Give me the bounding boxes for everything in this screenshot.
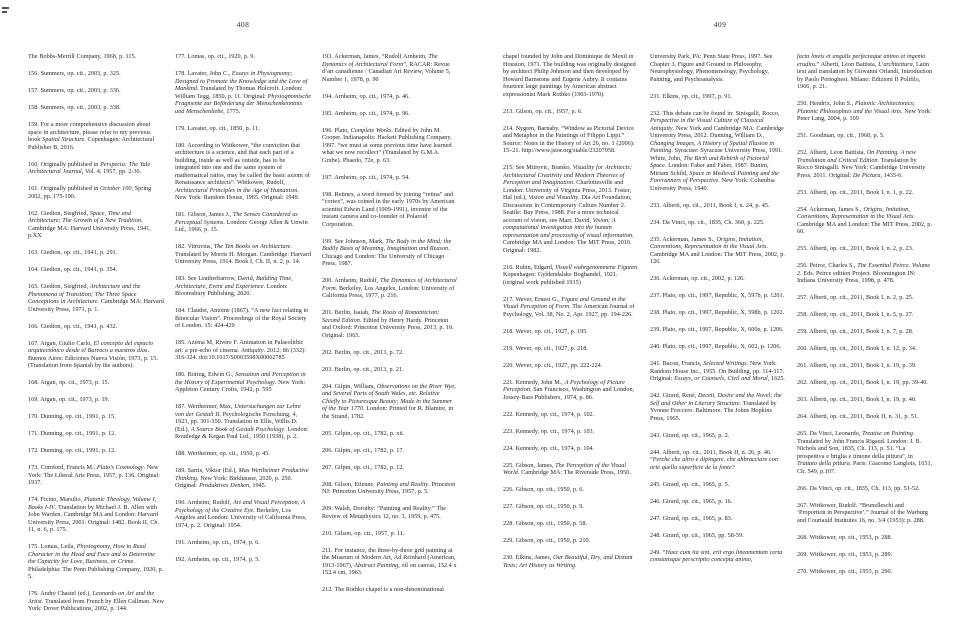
note-entry: 216. Rubin, Edgard, Visuell wahrgenommene Figuren. Kopenhagen: Gyldendalske Boghandel, 1921. (original work published 1915) xyxy=(503,263,639,286)
note-entry: 247. Girard, op. cit., 1965, p. 83. xyxy=(650,514,733,522)
note-entry: 159. For a more comprehensive discussion about space in architecture, please refer to my previous book Spatial Structure. Copenhagen: Architectural Publisher B, 2016. xyxy=(28,121,155,151)
note-entry: 197. Arnheim, op. cit., 1974, p. 54. xyxy=(322,173,410,181)
notes-column xyxy=(650,53,786,621)
note-entry: 217. Wever, Ernest G., Figure and Ground in the Visual Perception of Form. The American Journal of Psychology, Vol. 38, No. 2, Apr. 1927, pp. 194-226. xyxy=(503,295,635,318)
note-entry: 193. Ackerman, James, “Rudolf Arnheim, The Dynamics of Architectural Form”, RACAR: Revue d’art canadienne / Canadian Art Review, Volume 5, Number 1, 1978, p. 90 xyxy=(322,53,451,83)
note-entry: 230. Elkins, James, Our Beautiful, Dry, and Distant Texts; Art History as Writing. xyxy=(503,554,633,569)
note-entry: 219. Wever, op. cit., 1927, p. 218. xyxy=(503,344,588,352)
note-entry: 255. Alberti, op. cit., 2011, Book I, n. 2, p. 23. xyxy=(797,245,914,252)
note-entry: 266. Da Vinci, op. cit., 1835, Ch. 113, pp. 51-52. xyxy=(797,484,920,492)
note-entry: 242. Girard, René, Deceit, Desire and the Novel; the Self and Other in Literary Structure. Translated by Yvonne Freccero. Baltimore: The Johns Hopkins Press, 1965. xyxy=(650,392,782,422)
note-entry: chapel founded by John and Dominique de Menil in Houston, 1971. The building was originally designed by architect Philip Johnson and then developed by Howard Barnstone and Eugene Aubry. It contains fourteen large paintings by American abstract expressionist Mark Rothko (1903-1970). xyxy=(503,53,636,98)
note-entry: 186. Boring, Edwin G., Sensation and Perception in the History of Experimental Psychology. New York: Appleton Century Crofts, 1942, p. 595 xyxy=(175,371,306,393)
note-entry: 246. Girard, op. cit., 1965, p. 16. xyxy=(650,497,733,505)
note-entry: 212. The Rothko chapel is a non-denominational xyxy=(322,586,444,593)
note-entry: 223. Kennedy, op. cit., 1974, p. 103. xyxy=(503,427,595,435)
note-entry: 185. Azéma M, Rivère F. Animation in Palaeolithic art: a pre-echo of cinema. Antiquity. 2012; 86 (332): 316-324. doi:10.1017/S0003598X00062785 xyxy=(175,339,306,361)
note-entry: 170. Dunning, op. cit., 1991, p. 15. xyxy=(28,413,116,420)
note-entry: 224. Kennedy, op. cit., 1974, p. 104. xyxy=(503,444,595,452)
note-entry: 180. According to Wittkower, “the conviction that architecture is a science, and that each part of a building, inside as well as outside, has to be integrated into one and the same system of mathematical ratios, may be called the basic axiom of Renaissance architects”. Wittkower, Rudolf, Architectural Principles in the Age of Humanism. New York: Random House, 1965. Original: 1949. xyxy=(175,141,310,201)
note-entry: 203. Berlin, op. cit., 2013, p. 21. xyxy=(322,365,404,373)
note-entry: 265. Da Vinci, Leonardo, Treatise on Painting. Translated by John Francis Rigaud. London: J. B. Nichols and Son, 1835, Ch. 113, p. 51. “La prospettiva e briglia e timone della pittura”, in Trattato della pittura. Paris: Giacomo Langlois, 1651, Ch. 549, p.107. xyxy=(797,430,933,475)
note-entry: 191. Arnheim, op. cit., 1974, p. 6. xyxy=(175,538,260,546)
note-entry: 175. Lomas, Leila, Physiognomy, How to Read Character in the Head and Face and to Determine the Capacity for Love, Business, or Crime. Philadelphia: The Penn Publishing Company, 1920, p. 5. xyxy=(28,543,164,580)
note-entry: 251. Goodman, op. cit., 1968, p. 5. xyxy=(797,132,885,139)
note-entry: 204. Gilpin, William, Observations on the River Wye, and Several Parts of South Wales, etc. Relative Chiefly to Picturesque Beauty; Made in the Summer of the Year 1770. London: Printed for R. Blamire, in the Strand, 1782. xyxy=(322,382,456,420)
note-entry: 209. Walsh, Dorothy: “Painting and Reality.” The Review of Metaphysics 12, no. 3, 1959, p. 475. xyxy=(322,505,446,520)
note-entry: 173. Cornford, Francis M., Plato’s Cosmology. New York: The Liberal Arts Press, 1957, p. 136. Original: 1937. xyxy=(28,464,160,486)
notes-columns xyxy=(503,53,937,621)
print-registration-mark xyxy=(2,11,7,13)
notes-column xyxy=(322,53,458,621)
note-entry: 199. See Johnson, Mark, The Body in the Mind; the Bodily Basis of Meaning, Imagination and Reason. Chicago and London: The University of Chicago Press, 1987. xyxy=(322,237,452,267)
note-entry: 171. Dunning, op. cit., 1991, p. 12. xyxy=(28,430,116,437)
note-entry: 262. Alberti, op. cit., 2011, Book I, n. 19, pp. 39-40. xyxy=(797,379,928,386)
note-entry: 240. Plato, op. cit., 1997, Republic, X, 602, p. 1206. xyxy=(650,343,782,350)
book-page-right xyxy=(503,20,937,621)
note-entry: 233. Alberti, op. cit., 2011, Book I, n. 24, p. 45. xyxy=(650,201,770,209)
note-entry: 179. Lavater, op. cit., 1850, p. 11. xyxy=(175,124,260,132)
note-entry: 156. Summers, op. cit., 2003, p. 325. xyxy=(28,70,121,77)
note-entry: 214. Nygren, Barnaby. “Window as Pictorial Device and Metaphor in the Paintings of Filippo Lippi.” Source: Notes in the History of Art 26, no. 1 (2006): 15–21. http://www.jstor.org/stable/23207958. xyxy=(503,124,635,154)
note-entry: 162. Giedion, Siegfried, Space, Time and Architecture; The Growth of a New Tradition. Cambridge MA: Harvard University Press, 1941, p.XX xyxy=(28,209,151,239)
note-entry: 256. Peirce, Charles S., The Essential Peirce. Volume 2. Eds. Peirce edition Project. Bloomington IN: Indiana University Press, 1998, p. 478. xyxy=(797,262,931,284)
note-entry: 263. Alberti, op. cit., 2011, Book I, n. 19, p. 40. xyxy=(797,396,917,403)
note-entry: 188. Wertheimer, op. cit., 1950, p. 45. xyxy=(175,450,270,457)
note-entry: 237. Plato, op. cit., 1997, Republic, X, 597b, p. 1201. xyxy=(650,292,785,299)
note-entry: 174. Ficino, Marsilio, Platonic Theology, Volume I, Books I-IV. Translation by Michael J. B. Allen with John Warden. Cambridge MA and London: Harvard University Press, 2001. Original: 1482. Book II, Ch. 11, n. 6, p. 175. xyxy=(28,496,159,533)
note-entry: 231. Elkins, op. cit., 1997, p. 91. xyxy=(650,92,732,100)
note-entry: The Bobbs-Merrill Company, 1968, p. 115. xyxy=(28,53,137,60)
note-entry: 160. Originally published in Perspecta: The Yale Architectural Journal, Vol. 4, 1957, pp. 2-30. xyxy=(28,160,151,175)
note-entry: 205. Gilpin, op. cit., 1782, p. xii. xyxy=(322,429,405,437)
note-entry: 229. Gibson, op. cit., 1950, p. 210. xyxy=(503,537,591,544)
note-entry: 236. Ackerman, op. cit., 2002, p. 126. xyxy=(650,275,745,282)
note-entry: 260. Alberti, op. cit., 2011, Book I, n. 12, p. 34. xyxy=(797,345,917,352)
notes-column xyxy=(28,53,164,621)
note-entry: 208. Gilson, Etienne, Painting and Reality. Princeton NJ: Princeton University Press, 1957, p. 5. xyxy=(322,480,456,495)
note-entry: 164. Giedion, op. cit., 1941, p. 354. xyxy=(28,266,118,273)
note-entry: 178. Lavater, John C., Essays in Physiognomy; Designed to Promote the Knowledge and the Love of Mankind. Translated by Thomas Holcroft. London: William Tegg, 1850, p. 11. Original: Physiognomische Fragmente zur Beförderung der Menschenkenntnis und Menschenliebe, 1775. xyxy=(175,70,311,115)
note-entry: 189. Sarris, Viktor (Ed.), Max Wertheimer Productive Thinking. New York: Birkhäuser, 2020, p. 250. Original: Produktives Denken, 1945. xyxy=(175,467,309,489)
notes-column xyxy=(175,53,311,621)
note-entry: 165. Giedion, Siegfried, Architecture and the Phenomena of Transition; The Three Space Conceptions in Architecture. Cambridge MA: Harvard University Press, 1971, p. 1. xyxy=(28,283,164,313)
note-entry: 190. Arnheim, Rudolf, Art and Visual Perception; A Psychology of the Creative Eye. Berkeley, Los Angeles and London: University of California Press, 1974, p. 2. Original: 1954. xyxy=(175,499,307,529)
note-entry: 183. See Leatherbarrow, David, Building Time, Architecture, Event and Experience. London: Bloomsbury Publishing, 2020. xyxy=(175,275,293,297)
note-entry: 239. Plato, op. cit., 1997, Republic, X, 600e, p. 1206. xyxy=(650,326,784,333)
page-number: 408 xyxy=(236,20,250,29)
note-entry: 228. Gibson, op. cit., 1950, p. 58. xyxy=(503,520,588,527)
note-entry: 227. Gibson, op. cit., 1950, p. 9. xyxy=(503,503,584,510)
note-entry: 259. Alberti, op. cit., 2011, Book I, n. 7, p. 28. xyxy=(797,328,914,335)
note-entry: 158. Summers, op. cit., 2003, p. 338. xyxy=(28,104,121,111)
note-entry: 257. Alberti, op. cit., 2011, Book I, n. 2, p. 25. xyxy=(797,294,914,301)
note-entry: 225. Gibson, James, The Perception of the Visual World. Cambridge MA: The Riverside Press, 1950. xyxy=(503,461,631,476)
note-entry: 210. Gilson, op. cit., 1957, p. 11. xyxy=(322,529,405,537)
note-entry: 201. Berlin, Isaiah, The Roots of Romanticism; Second Edition. Edited by Henry Hardy. Princeton and Oxford: Princeton University Press, 2013, p. 10. Original: 1965. xyxy=(322,309,454,339)
note-entry: 252. Alberti, Leon Battista, On Painting. A new Translation and Critical Edition. Translation by Rocco Sinisgalli. New York: Cambridge University Press, 2011. Original: De Pictura, 1435-6. xyxy=(797,149,926,179)
note-entry: 218. Wever, op. cit., 1927, p. 195. xyxy=(503,327,588,335)
note-entry: 220. Wever, op. cit., 1927, pp. 222-224. xyxy=(503,361,603,369)
note-entry: 250. Hendrix, John S., Platonic Architectonics; Platonic Philosophies and the Visual Arts. New York: Peter Lang, 2004, p. 109 xyxy=(797,100,932,122)
note-entry: 253. Alberti, op. cit., 2011, Book I, n. 1, p. 22. xyxy=(797,188,914,196)
note-entry: 182. Vitruvius, The Ten Books on Architecture. Translated by Morris H. Morgan. Cambridge: Harvard University Press, 1914. Book I, Ch. II, n. 2, p. 14. xyxy=(175,243,311,265)
note-entry: 213. Gilson, op. cit., 1957, p. 6. xyxy=(503,107,583,115)
note-entry: 258. Alberti, op. cit., 2011, Book I, n. 5, p. 27. xyxy=(797,311,914,318)
note-entry: 268. Wittkower, op. cit., 1953, p. 288. xyxy=(797,533,893,541)
note-entry: 241. Bacon, Francis, Selected Writings. New York: Random House Inc., 1955. On Building, pp. 114-117. Original: Essays, or Counsels, Civil and Moral, 1625. xyxy=(650,360,785,382)
note-entry: University Park, PA: Penn State Press, 1997. See Chapter 3, Figure and Ground in Philosophy, Neurophysiology, Phenomenology, Psychology, Painting, and Psychoanalysis. xyxy=(650,53,773,83)
note-entry: 248. Girard, op. cit., 1965, pp. 58-59. xyxy=(650,531,744,539)
note-entry: 202. Berlin, op. cit., 2013, p. 72. xyxy=(322,348,404,356)
print-registration-mark xyxy=(2,7,9,9)
note-entry: 226. Gibson, op. cit., 1950, p. 6. xyxy=(503,486,584,493)
notes-column xyxy=(797,53,933,621)
note-entry: 181. Gibson, James J., The Senses Considered as Perceptual Systems. London: George Allen & Unwin Ltd., 1966, p. 15. xyxy=(175,211,308,233)
note-entry: 244. Alberti, op. cit., 2011, Book II, n. 26, p. 46. “Perche che altro e dipingere, che abbracciare con arte quella superficie de la fonte? xyxy=(650,448,778,471)
note-entry: 168. Argan, op. cit., 1973, p. 15. xyxy=(28,379,110,386)
note-entry: 200. Arnheim, Rudolf, The Dynamics of Architectural Form. Berkeley, Los Angeles, London: University of California Press, 1977, p. 216. xyxy=(322,277,457,299)
note-entry: 238. Plato, op. cit., 1997, Republic, X, 598b, p. 1202. xyxy=(650,309,785,316)
note-entry: 187. Wertheimer, Max, Untersuchungen zur Lehre von der Gestalt II. Psychologische Forschung, 4, 1923, pp. 301-350. Translation in Ellis, Willis D. (Ed.), A Source Book of Gestalt Psychology. London: Routledge & Kegan Paul Ltd., 1950 (1938), p. 2. xyxy=(175,403,309,440)
note-entry: 270. Wittkower, op. cit., 1953, p. 290. xyxy=(797,567,893,575)
note-entry: 192. Arnheim, op. cit., 1974, p. 5. xyxy=(175,555,260,563)
note-entry: 169. Argan, op. cit., 1973, p. 19. xyxy=(28,396,110,403)
note-entry: 267. Wittkower, Rudolf. “Brunelleschi and ‘Proportion in Perspective’.” Journal of the Warburg and Courtauld Institutes 16, no. 3/4 (1953): p. 288. xyxy=(797,501,928,524)
note-entry: 163. Giedion, op. cit., 1941, p. 291. xyxy=(28,249,118,256)
note-entry: 269. Wittkower, op. cit., 1953, p. 289. xyxy=(797,550,893,558)
note-entry: 221. Kennedy, John M., A Psychology of Picture Perception. San Francisco, Washington and London, Jossey-Bass Publishers, 1974, p. 86. xyxy=(503,378,635,401)
note-entry: 249. “Haec cum ita sint, erit ergo lineamentum certa constansque perscriptio concepta animo, xyxy=(650,548,783,563)
note-entry: 243. Girard, op. cit., 1965, p. 2. xyxy=(650,431,730,439)
note-entry: 211. For instance, the three-by-three grid painting at the Museum of Modern Art, Ad Reinhard (American, 1913-1967), Abstract Painting, oil on canvas, 152.4 x 152.4 cm, 1963. xyxy=(322,546,457,576)
note-entry: 157. Summers, op. cit., 2003, p. 336. xyxy=(28,87,121,94)
note-entry: 254. Ackerman, James S., Origins, Imitation, Conventions, Representation in the Visual Arts. Cambridge MA and London: The MIT Press, 2002, p. 60. xyxy=(797,205,932,235)
notes-column xyxy=(503,53,639,621)
note-entry: 177. Lomas, op. cit., 1920, p. 9. xyxy=(175,53,255,60)
note-entry: 245. Girard, op. cit., 1965, p. 5. xyxy=(650,480,730,488)
note-entry: 196. Plato, Complete Works. Edited by John M. Cooper. Indianapolis: Hackett Publishing Company, 1997. “we must at some previous time have learned what we now recollect” (Translated by G.M.A. Grube). Phaedo, 72e, p. 63. xyxy=(322,126,452,164)
page-number: 409 xyxy=(713,20,727,29)
note-entry: 172. Dunning, op. cit., 1991, p. 12. xyxy=(28,447,116,454)
note-entry: facta lineis et angulis perfectaque animo et ingenio erudito.” Alberti, Leon Battista, L’architettura, Latin text and translation by Giovanni Orlandi, Introduction by Paolo Portoghesi. Milano: Edizioni Il Polifilo, 1966, p. 21. xyxy=(797,53,933,90)
note-entry: 198. Retinex, a word formed by joining “retina” and “cortex”, was coined in the early 1970s by American scientist Edwin Land (1909-1991), inventor of the instant camera and co-founder of Polaroid Corporation. xyxy=(322,190,455,228)
note-entry: 184. Claudet, Antoine (1867). “A new fact relating to Binocular Vision”. Proceedings of the Royal Society of London. 15: 424-429 xyxy=(175,307,309,329)
note-entry: 207. Gilpin, op. cit., 1782, p. 12. xyxy=(322,463,404,471)
note-entry: 264. Alberti, op. cit., 2011, Book II, n. 31, p. 51. xyxy=(797,413,919,420)
note-entry: 235. Ackerman, James S., Origins, Imitation, Conventions, Representation in the Visual Arts. Cambridge MA and London: The MIT Press, 2002, p. 126. xyxy=(650,235,785,265)
note-entry: 206. Gilpin, op. cit., 1782, p. 17. xyxy=(322,446,404,454)
note-entry: 166. Giedion, op. cit., 1941, p. 432. xyxy=(28,322,118,330)
note-entry: 261. Alberti, op. cit., 2011, Book I, n. 19, p. 39. xyxy=(797,362,917,369)
note-entry: 215. See Mitrovic, Branko, Visuality for Architects; Architectural Creativity and Modern Theories of Perception and Imagination. Charlottesville and London: University of Virginia Press, 2013. Foster, Hal (ed.), Vision and Visuality. Dia Art Foundation, Discussions in Contemporary Culture Number 2. Seattle: Bay Press, 1988. For a more technical account of vision, see Marr, David, Vision; A computational investigation into the human representation and processing of visual information. Cambridge MA and London: The MIT Press, 2010. Original: 1982. xyxy=(503,164,634,254)
note-entry: 176. André Chastel (ed.), Leonardo on Art and the Artist. Translated from French by Ellen Callman. New York: Dover Publications, 2002, p. 144. xyxy=(28,590,164,612)
note-entry: 161. Originally published in October 100, Spring 2002, pp. 175-190. xyxy=(28,185,152,200)
note-entry: 195. Arnheim, op. cit., 1974, p. 96. xyxy=(322,109,410,117)
note-entry: 167. Argan, Giulio Carlo, El concepto del espacio arquitectónico desde el Barroco a nuestros días. Buenos Aires: Ediciones Nueva Visión, 1973, p. 15. (Translation from Spanish by the authors). xyxy=(28,339,158,369)
book-page-left xyxy=(28,20,458,621)
note-entry: 194. Arnheim, op. cit., 1974, p. 46. xyxy=(322,92,410,100)
note-entry: 222. Kennedy, op. cit., 1974, p. 102. xyxy=(503,410,595,418)
notes-columns xyxy=(28,53,458,621)
note-entry: 232. This debate can be found in: Sinisgalli, Rocco, Perspective in the Visual Culture of Classical Antiquity. New York and Cambridge MA: Cambridge University Press, 2012. Dunning, William D., Changing Images, A History of Spatial Illusion in Painting. Syracuse: Syracuse University Press, 1991. White, John, The Birth and Rebirth of Pictorial Space. London: Faber and Faber, 1987. Bunim, Miriam Schild, Space in Medieval Painting and the Forerunners of Perspective. New York: Columbia University Press, 1940. xyxy=(650,109,784,192)
note-entry: 234. Da Vinci, op. cit., 1835, Ch. 360, p. 225. xyxy=(650,218,765,226)
